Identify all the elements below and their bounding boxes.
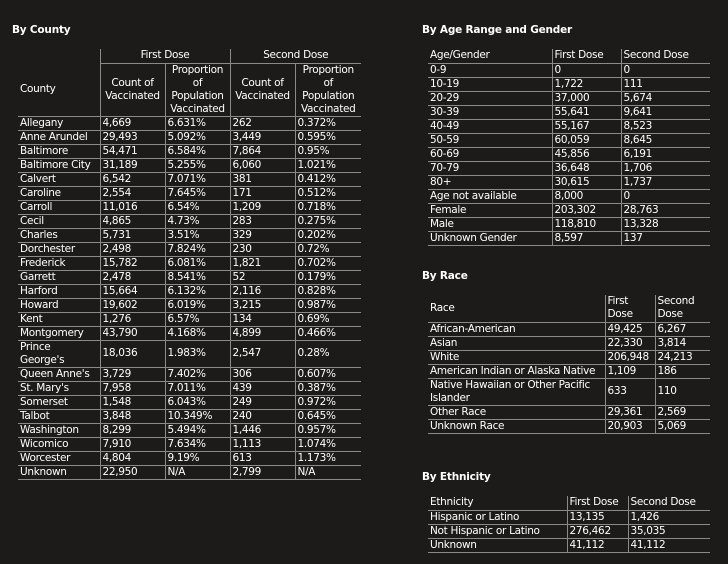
- ethnicity-table: [428, 496, 710, 553]
- second-dose-cell: 8,645: [621, 133, 710, 147]
- ethnicity-section-title: By Ethnicity: [422, 471, 491, 483]
- first-dose-count-cell: 6,542: [100, 172, 165, 186]
- first-dose-cell: 8,000: [552, 189, 621, 203]
- second-dose-count-cell: 171: [230, 186, 295, 200]
- county-name-cell: Unknown: [18, 465, 100, 479]
- race-cell: American Indian or Alaska Native: [428, 364, 605, 378]
- second-dose-cell: 137: [621, 231, 710, 245]
- first-dose-count-cell: 2,554: [100, 186, 165, 200]
- race-header-row: [428, 295, 710, 322]
- second-dose-column-header: Second Dose: [621, 49, 710, 63]
- table-row: [18, 381, 361, 395]
- second-dose-proportion-cell: 0.72%: [295, 242, 361, 256]
- second-dose-proportion-cell: 1.021%: [295, 158, 361, 172]
- first-dose-count-cell: 18,036: [100, 340, 165, 367]
- age-section-title: By Age Range and Gender: [422, 24, 573, 36]
- second-dose-proportion-cell: 0.957%: [295, 423, 361, 437]
- first-dose-proportion-cell: 5.255%: [165, 158, 230, 172]
- second-dose-cell: 5,069: [655, 419, 710, 433]
- first-dose-cell: 206,948: [605, 350, 655, 364]
- county-name-cell: Dorchester: [18, 242, 100, 256]
- county-name-cell: Worcester: [18, 451, 100, 465]
- first-dose-group-header: First Dose: [100, 49, 230, 63]
- table-row: [428, 77, 710, 91]
- second-dose-count-cell: 613: [230, 451, 295, 465]
- second-dose-cell: 24,213: [655, 350, 710, 364]
- first-dose-cell: 60,059: [552, 133, 621, 147]
- age-gender-table: [428, 49, 710, 246]
- table-row: [18, 200, 361, 214]
- table-row: [428, 364, 710, 378]
- first-dose-count-cell: 8,299: [100, 423, 165, 437]
- first-dose-proportion-cell: 4.168%: [165, 326, 230, 340]
- ethnicity-cell: Not Hispanic or Latino: [428, 524, 567, 538]
- first-dose-proportion-cell: 6.584%: [165, 144, 230, 158]
- age-gender-cell: 0-9: [428, 63, 552, 77]
- second-dose-column-header: Second Dose: [628, 496, 710, 510]
- age-gender-cell: 20-29: [428, 91, 552, 105]
- second-dose-proportion-cell: 0.595%: [295, 130, 361, 144]
- second-dose-proportion-cell: 0.718%: [295, 200, 361, 214]
- table-row: [428, 524, 710, 538]
- second-dose-proportion-cell: 0.202%: [295, 228, 361, 242]
- age-table-body: [428, 63, 710, 245]
- first-dose-proportion-cell: 9.19%: [165, 451, 230, 465]
- first-dose-count-cell: 5,731: [100, 228, 165, 242]
- first-dose-count-cell: 31,189: [100, 158, 165, 172]
- second-dose-cell: 28,763: [621, 203, 710, 217]
- table-row: [428, 189, 710, 203]
- race-table-body: [428, 322, 710, 433]
- second-dose-proportion-cell: 0.466%: [295, 326, 361, 340]
- second-dose-count-cell: 2,799: [230, 465, 295, 479]
- age-gender-cell: 30-39: [428, 105, 552, 119]
- first-dose-proportion-cell: 6.081%: [165, 256, 230, 270]
- first-dose-count-cell: 2,498: [100, 242, 165, 256]
- ethnicity-header-row: [428, 496, 710, 510]
- first-dose-cell: 633: [605, 378, 655, 405]
- second-dose-count-cell: 1,446: [230, 423, 295, 437]
- first-dose-cell: 118,810: [552, 217, 621, 231]
- first-dose-proportion-cell: 6.631%: [165, 116, 230, 130]
- table-row: [428, 336, 710, 350]
- county-name-cell: Talbot: [18, 409, 100, 423]
- first-dose-count-cell: 15,782: [100, 256, 165, 270]
- second-dose-count-cell: 306: [230, 367, 295, 381]
- table-row: [18, 270, 361, 284]
- table-row: [18, 228, 361, 242]
- county-name-cell: Carroll: [18, 200, 100, 214]
- first-dose-cell: 1,109: [605, 364, 655, 378]
- age-gender-cell: 10-19: [428, 77, 552, 91]
- first-dose-proportion-cell: 5.092%: [165, 130, 230, 144]
- county-name-cell: Baltimore: [18, 144, 100, 158]
- age-gender-column-header: Age/Gender: [428, 49, 552, 63]
- first-dose-cell: 13,135: [567, 510, 628, 524]
- ethnicity-cell: Unknown: [428, 538, 567, 552]
- first-dose-cell: 30,615: [552, 175, 621, 189]
- table-row: [428, 175, 710, 189]
- table-row: [428, 119, 710, 133]
- first-dose-column-header: First Dose: [605, 295, 655, 322]
- second-dose-count-cell: 262: [230, 116, 295, 130]
- first-dose-proportion-cell: 7.634%: [165, 437, 230, 451]
- first-dose-proportion-cell: 6.57%: [165, 312, 230, 326]
- second-dose-proportion-cell: 0.828%: [295, 284, 361, 298]
- second-dose-cell: 41,112: [628, 538, 710, 552]
- second-dose-proportion-cell: 0.607%: [295, 367, 361, 381]
- first-dose-cell: 1,722: [552, 77, 621, 91]
- second-dose-proportion-cell: 0.179%: [295, 270, 361, 284]
- county-header-blank: [18, 49, 100, 63]
- first-dose-proportion-cell: 7.011%: [165, 381, 230, 395]
- first-dose-cell: 8,597: [552, 231, 621, 245]
- first-dose-count-cell: 15,664: [100, 284, 165, 298]
- second-dose-count-cell: 283: [230, 214, 295, 228]
- ethnicity-column-header: Ethnicity: [428, 496, 567, 510]
- second-dose-proportion-cell: N/A: [295, 465, 361, 479]
- table-row: [18, 130, 361, 144]
- second-dose-cell: 5,674: [621, 91, 710, 105]
- table-row: [18, 312, 361, 326]
- first-dose-count-cell: 29,493: [100, 130, 165, 144]
- second-dose-proportion-cell: 0.987%: [295, 298, 361, 312]
- county-name-cell: Kent: [18, 312, 100, 326]
- second-dose-cell: 6,267: [655, 322, 710, 336]
- table-row: [18, 144, 361, 158]
- first-dose-count-cell: 7,958: [100, 381, 165, 395]
- table-row: [428, 217, 710, 231]
- first-dose-count-header: Count of Vaccinated: [100, 63, 165, 116]
- table-row: [428, 63, 710, 77]
- first-dose-cell: 41,112: [567, 538, 628, 552]
- first-dose-cell: 36,648: [552, 161, 621, 175]
- first-dose-proportion-cell: 7.402%: [165, 367, 230, 381]
- county-name-cell: Prince George's: [18, 340, 100, 367]
- first-dose-cell: 22,330: [605, 336, 655, 350]
- second-dose-cell: 9,641: [621, 105, 710, 119]
- county-section-title: By County: [12, 24, 71, 36]
- table-row: [18, 451, 361, 465]
- second-dose-cell: 186: [655, 364, 710, 378]
- table-row: [428, 105, 710, 119]
- second-dose-proportion-header: Proportion of Population Vaccinated: [295, 63, 361, 116]
- age-gender-cell: Male: [428, 217, 552, 231]
- table-row: [428, 91, 710, 105]
- table-row: [18, 242, 361, 256]
- second-dose-cell: 3,814: [655, 336, 710, 350]
- first-dose-count-cell: 11,016: [100, 200, 165, 214]
- first-dose-count-cell: 43,790: [100, 326, 165, 340]
- county-name-cell: Anne Arundel: [18, 130, 100, 144]
- first-dose-proportion-cell: 5.494%: [165, 423, 230, 437]
- second-dose-cell: 8,523: [621, 119, 710, 133]
- county-name-cell: Montgomery: [18, 326, 100, 340]
- race-column-header: Race: [428, 295, 605, 322]
- age-gender-cell: Female: [428, 203, 552, 217]
- second-dose-cell: 6,191: [621, 147, 710, 161]
- age-header-row: [428, 49, 710, 63]
- race-cell: Other Race: [428, 405, 605, 419]
- first-dose-count-cell: 3,729: [100, 367, 165, 381]
- county-name-cell: Baltimore City: [18, 158, 100, 172]
- table-row: [18, 340, 361, 367]
- second-dose-cell: 0: [621, 63, 710, 77]
- second-dose-cell: 1,706: [621, 161, 710, 175]
- second-dose-cell: 110: [655, 378, 710, 405]
- age-gender-cell: 70-79: [428, 161, 552, 175]
- county-name-cell: Allegany: [18, 116, 100, 130]
- county-name-cell: Howard: [18, 298, 100, 312]
- first-dose-count-cell: 4,865: [100, 214, 165, 228]
- table-row: [428, 203, 710, 217]
- second-dose-proportion-cell: 0.702%: [295, 256, 361, 270]
- first-dose-proportion-cell: 6.019%: [165, 298, 230, 312]
- second-dose-proportion-cell: 0.512%: [295, 186, 361, 200]
- second-dose-proportion-cell: 0.275%: [295, 214, 361, 228]
- second-dose-count-cell: 52: [230, 270, 295, 284]
- first-dose-proportion-cell: 6.043%: [165, 395, 230, 409]
- county-header-row: [18, 63, 361, 116]
- second-dose-count-cell: 6,060: [230, 158, 295, 172]
- county-table: [18, 49, 361, 480]
- age-gender-cell: Unknown Gender: [428, 231, 552, 245]
- table-row: [428, 419, 710, 433]
- first-dose-proportion-cell: 3.51%: [165, 228, 230, 242]
- table-row: [18, 326, 361, 340]
- second-dose-cell: 0: [621, 189, 710, 203]
- first-dose-proportion-cell: 1.983%: [165, 340, 230, 367]
- county-name-cell: Frederick: [18, 256, 100, 270]
- first-dose-count-cell: 1,548: [100, 395, 165, 409]
- table-row: [18, 284, 361, 298]
- second-dose-count-cell: 249: [230, 395, 295, 409]
- ethnicity-table-body: [428, 510, 710, 552]
- first-dose-cell: 49,425: [605, 322, 655, 336]
- race-section-title: By Race: [422, 270, 468, 282]
- table-row: [18, 298, 361, 312]
- county-name-cell: Caroline: [18, 186, 100, 200]
- table-row: [428, 231, 710, 245]
- second-dose-cell: 111: [621, 77, 710, 91]
- second-dose-count-cell: 134: [230, 312, 295, 326]
- county-name-cell: Somerset: [18, 395, 100, 409]
- first-dose-proportion-cell: 7.645%: [165, 186, 230, 200]
- second-dose-count-cell: 230: [230, 242, 295, 256]
- county-name-cell: Wicomico: [18, 437, 100, 451]
- second-dose-proportion-cell: 0.412%: [295, 172, 361, 186]
- second-dose-proportion-cell: 0.95%: [295, 144, 361, 158]
- table-row: [18, 116, 361, 130]
- first-dose-cell: 55,167: [552, 119, 621, 133]
- table-row: [18, 367, 361, 381]
- race-table: [428, 295, 710, 434]
- second-dose-proportion-cell: 0.972%: [295, 395, 361, 409]
- table-row: [428, 147, 710, 161]
- second-dose-proportion-cell: 1.074%: [295, 437, 361, 451]
- county-group-header-row: [18, 49, 361, 63]
- first-dose-cell: 203,302: [552, 203, 621, 217]
- first-dose-proportion-cell: 6.54%: [165, 200, 230, 214]
- table-row: [18, 423, 361, 437]
- second-dose-proportion-cell: 0.387%: [295, 381, 361, 395]
- county-column-header: County: [18, 63, 100, 116]
- second-dose-count-cell: 329: [230, 228, 295, 242]
- first-dose-cell: 276,462: [567, 524, 628, 538]
- table-row: [18, 214, 361, 228]
- second-dose-count-cell: 1,209: [230, 200, 295, 214]
- second-dose-cell: 2,569: [655, 405, 710, 419]
- second-dose-proportion-cell: 0.28%: [295, 340, 361, 367]
- race-cell: White: [428, 350, 605, 364]
- second-dose-cell: 13,328: [621, 217, 710, 231]
- first-dose-cell: 55,641: [552, 105, 621, 119]
- first-dose-count-cell: 1,276: [100, 312, 165, 326]
- second-dose-count-cell: 439: [230, 381, 295, 395]
- table-row: [18, 172, 361, 186]
- first-dose-column-header: First Dose: [567, 496, 628, 510]
- table-row: [18, 465, 361, 479]
- age-gender-cell: 40-49: [428, 119, 552, 133]
- table-row: [428, 405, 710, 419]
- first-dose-proportion-cell: 10.349%: [165, 409, 230, 423]
- second-dose-count-cell: 2,547: [230, 340, 295, 367]
- table-row: [428, 378, 710, 405]
- table-row: [18, 395, 361, 409]
- county-table-body: [18, 116, 361, 479]
- first-dose-count-cell: 4,804: [100, 451, 165, 465]
- county-name-cell: St. Mary's: [18, 381, 100, 395]
- second-dose-proportion-cell: 0.69%: [295, 312, 361, 326]
- county-name-cell: Washington: [18, 423, 100, 437]
- table-row: [428, 161, 710, 175]
- county-name-cell: Calvert: [18, 172, 100, 186]
- first-dose-count-cell: 7,910: [100, 437, 165, 451]
- first-dose-count-cell: 2,478: [100, 270, 165, 284]
- first-dose-proportion-header: Proportion of Population Vaccinated: [165, 63, 230, 116]
- second-dose-count-cell: 381: [230, 172, 295, 186]
- first-dose-proportion-cell: 4.73%: [165, 214, 230, 228]
- race-cell: Asian: [428, 336, 605, 350]
- first-dose-cell: 20,903: [605, 419, 655, 433]
- county-name-cell: Cecil: [18, 214, 100, 228]
- second-dose-proportion-cell: 0.372%: [295, 116, 361, 130]
- second-dose-cell: 1,737: [621, 175, 710, 189]
- second-dose-count-cell: 7,864: [230, 144, 295, 158]
- second-dose-count-cell: 240: [230, 409, 295, 423]
- second-dose-count-cell: 4,899: [230, 326, 295, 340]
- second-dose-cell: 35,035: [628, 524, 710, 538]
- first-dose-proportion-cell: 7.824%: [165, 242, 230, 256]
- table-row: [428, 538, 710, 552]
- second-dose-proportion-cell: 1.173%: [295, 451, 361, 465]
- first-dose-proportion-cell: 6.132%: [165, 284, 230, 298]
- first-dose-count-cell: 54,471: [100, 144, 165, 158]
- county-name-cell: Queen Anne's: [18, 367, 100, 381]
- first-dose-cell: 37,000: [552, 91, 621, 105]
- first-dose-proportion-cell: 8.541%: [165, 270, 230, 284]
- second-dose-count-cell: 2,116: [230, 284, 295, 298]
- table-row: [428, 510, 710, 524]
- first-dose-cell: 29,361: [605, 405, 655, 419]
- age-gender-cell: 80+: [428, 175, 552, 189]
- race-cell: Unknown Race: [428, 419, 605, 433]
- second-dose-cell: 1,426: [628, 510, 710, 524]
- first-dose-count-cell: 4,669: [100, 116, 165, 130]
- county-name-cell: Garrett: [18, 270, 100, 284]
- county-name-cell: Charles: [18, 228, 100, 242]
- first-dose-cell: 0: [552, 63, 621, 77]
- second-dose-count-cell: 3,449: [230, 130, 295, 144]
- table-row: [18, 256, 361, 270]
- table-row: [18, 409, 361, 423]
- age-gender-cell: 50-59: [428, 133, 552, 147]
- first-dose-count-cell: 3,848: [100, 409, 165, 423]
- first-dose-count-cell: 22,950: [100, 465, 165, 479]
- table-row: [18, 158, 361, 172]
- table-row: [18, 437, 361, 451]
- table-row: [428, 133, 710, 147]
- ethnicity-cell: Hispanic or Latino: [428, 510, 567, 524]
- table-row: [428, 350, 710, 364]
- race-cell: African-American: [428, 322, 605, 336]
- second-dose-count-header: Count of Vaccinated: [230, 63, 295, 116]
- race-cell: Native Hawaiian or Other Pacific Islander: [428, 378, 605, 405]
- first-dose-proportion-cell: N/A: [165, 465, 230, 479]
- second-dose-count-cell: 1,821: [230, 256, 295, 270]
- second-dose-column-header: Second Dose: [655, 295, 710, 322]
- first-dose-column-header: First Dose: [552, 49, 621, 63]
- first-dose-cell: 45,856: [552, 147, 621, 161]
- table-row: [428, 322, 710, 336]
- first-dose-count-cell: 19,602: [100, 298, 165, 312]
- second-dose-group-header: Second Dose: [230, 49, 361, 63]
- age-gender-cell: 60-69: [428, 147, 552, 161]
- first-dose-proportion-cell: 7.071%: [165, 172, 230, 186]
- age-gender-cell: Age not available: [428, 189, 552, 203]
- second-dose-proportion-cell: 0.645%: [295, 409, 361, 423]
- second-dose-count-cell: 1,113: [230, 437, 295, 451]
- table-row: [18, 186, 361, 200]
- county-name-cell: Harford: [18, 284, 100, 298]
- second-dose-count-cell: 3,215: [230, 298, 295, 312]
